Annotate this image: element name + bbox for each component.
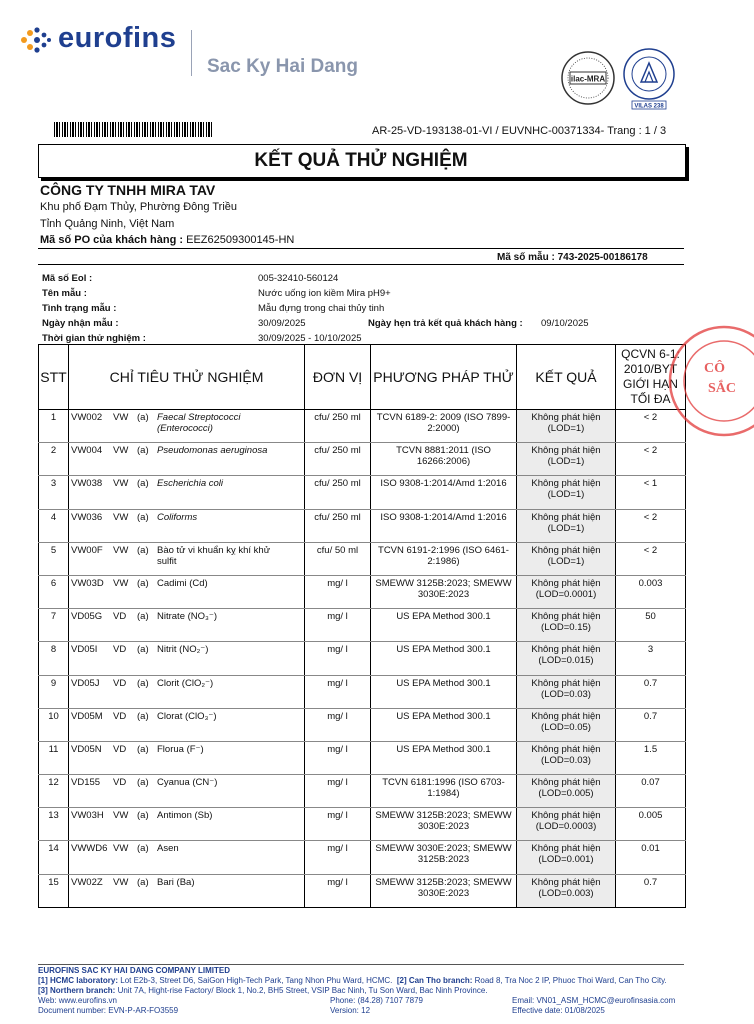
test-unit-code: VW — [113, 544, 129, 556]
cell-stt: 12 — [39, 775, 69, 808]
results-table — [38, 344, 686, 908]
footer-hcmc: Lot E2b-3, Street D6, SaiGon High-Tech Park, Tang Nhon Phu Ward, HCMC. — [120, 976, 393, 985]
cell-unit: cfu/ 250 ml — [305, 509, 371, 542]
col-header-method: PHƯƠNG PHÁP THỬ — [371, 345, 517, 410]
po-value: EEZ62509300145-HN — [186, 234, 295, 246]
footer-email[interactable]: Email: VN01_ASM_HCMC@eurofinsasia.com — [512, 996, 676, 1005]
company-stamp-icon — [664, 322, 754, 440]
cell-unit: mg/ l — [305, 874, 371, 907]
cell-method: SMEWW 3125B:2023; SMEWW 3030E:2023 — [371, 575, 517, 608]
result-text: Không phát hiện — [531, 478, 601, 490]
cell-stt: 3 — [39, 476, 69, 509]
eol-value: 005-32410-560124 — [258, 273, 339, 284]
result-lod: (LOD=0.03) — [541, 688, 591, 700]
table-header-row — [39, 345, 686, 410]
cell-stt: 14 — [39, 841, 69, 874]
cell-result — [517, 642, 616, 675]
test-code: VW03D — [71, 577, 104, 589]
result-lod: (LOD=0.03) — [541, 754, 591, 766]
due-date-label: Ngày hẹn trả kết quả khách hàng : — [368, 318, 523, 329]
result-text: Không phát hiện — [531, 412, 601, 423]
test-name: Faecal Streptococci (Enterococci) — [157, 412, 241, 434]
cell-limit: 1.5 — [616, 741, 686, 774]
cell-test — [69, 741, 305, 774]
cell-unit: mg/ l — [305, 841, 371, 874]
cell-method: US EPA Method 300.1 — [371, 675, 517, 708]
col-header-unit: ĐƠN VỊ — [305, 345, 371, 410]
test-code: VW03H — [71, 810, 104, 822]
po-label: Mã số PO của khách hàng : — [40, 234, 184, 246]
result-lod: (LOD=0.05) — [541, 721, 591, 733]
test-code: VD05N — [71, 743, 102, 755]
test-unit-code: VW — [113, 810, 129, 822]
cell-stt: 5 — [39, 542, 69, 575]
footer-address-2 — [38, 986, 488, 995]
eurofins-logo-icon — [18, 26, 52, 54]
table-row — [39, 575, 686, 608]
cell-limit: < 2 — [616, 509, 686, 542]
cell-unit: mg/ l — [305, 741, 371, 774]
result-text: Không phát hiện — [531, 677, 601, 689]
test-unit-code: VD — [113, 777, 127, 789]
result-text: Không phát hiện — [531, 644, 601, 656]
sample-number: Mã số mẫu : 743-2025-00186178 — [497, 252, 648, 263]
table-row — [39, 741, 686, 774]
cell-result — [517, 841, 616, 874]
footer-docno: Document number: EVN-P-AR-FO3559 — [38, 1006, 179, 1015]
test-code: VW002 — [71, 412, 103, 423]
cell-result — [517, 609, 616, 642]
cell-limit: 50 — [616, 609, 686, 642]
cell-method: TCVN 8881:2011 (ISO 16266:2006) — [371, 443, 517, 476]
cell-stt: 6 — [39, 575, 69, 608]
result-lod: (LOD=0.0001) — [535, 588, 597, 600]
sample-state-value: Mẫu đựng trong chai thủy tinh — [258, 303, 385, 314]
table-row — [39, 841, 686, 874]
col-header-limit: QCVN 6-1: 2010/BYT GIỚI HẠN TỐI ĐA — [616, 345, 686, 410]
test-accred: (a) — [137, 810, 149, 822]
result-text: Không phát hiện — [531, 743, 601, 755]
cell-test — [69, 675, 305, 708]
due-date-value: 09/10/2025 — [541, 318, 589, 329]
cell-method: TCVN 6191-2:1996 (ISO 6461-2:1986) — [371, 542, 517, 575]
report-reference: AR-25-VD-193138-01-VI / EUVNHC-00371334- Trang : 1 / 3 — [372, 125, 667, 137]
test-name: Coliforms — [157, 511, 198, 523]
test-code: VW004 — [71, 445, 103, 457]
footer-phone: Phone: (84.28) 7107 7879 — [330, 996, 423, 1005]
logo-text: eurofins — [58, 22, 177, 54]
footer-hcmc-label: [1] HCMC laboratory: — [38, 976, 119, 985]
test-unit-code: VW — [113, 478, 129, 490]
test-name: Bào tử vi khuẩn kỵ khí khử sulfit — [157, 544, 271, 567]
sample-name-value: Nước uống ion kiềm Mira pH9+ — [258, 288, 391, 299]
cell-test — [69, 708, 305, 741]
logo-divider — [191, 30, 192, 76]
cell-result — [517, 410, 616, 443]
cell-method: TCVN 6189-2: 2009 (ISO 7899-2:2000) — [371, 410, 517, 443]
test-code: VWWD6 — [71, 843, 108, 855]
result-text: Không phát hiện — [531, 544, 601, 556]
result-lod: (LOD=0.15) — [541, 622, 591, 634]
footer-version: Version: 12 — [330, 1006, 371, 1015]
test-name: Clorit (ClO₂⁻) — [157, 677, 214, 689]
result-lod: (LOD=0.015) — [538, 655, 594, 667]
table-row — [39, 874, 686, 907]
cell-test — [69, 575, 305, 608]
cell-unit: cfu/ 250 ml — [305, 476, 371, 509]
test-code: VD05J — [71, 677, 100, 689]
test-time-label: Thời gian thử nghiệm : — [42, 333, 146, 344]
footer-divider — [38, 964, 684, 965]
test-accred: (a) — [137, 777, 149, 789]
table-row — [39, 808, 686, 841]
test-accred: (a) — [137, 478, 149, 490]
cell-stt: 1 — [39, 410, 69, 443]
cell-stt: 2 — [39, 443, 69, 476]
cell-test — [69, 609, 305, 642]
result-text: Không phát hiện — [531, 577, 601, 589]
result-lod: (LOD=1) — [547, 489, 585, 501]
footer-northern-label: [3] Northern branch: — [38, 986, 116, 995]
test-unit-code: VD — [113, 611, 127, 623]
cell-method: SMEWW 3125B:2023; SMEWW 3030E:2023 — [371, 874, 517, 907]
divider — [38, 248, 684, 249]
svg-text:VILAS 238: VILAS 238 — [634, 103, 664, 110]
cell-test — [69, 509, 305, 542]
cell-result — [517, 509, 616, 542]
test-accred: (a) — [137, 445, 149, 457]
cell-unit: cfu/ 50 ml — [305, 542, 371, 575]
test-code: VD05I — [71, 644, 98, 656]
test-accred: (a) — [137, 843, 149, 855]
result-text: Không phát hiện — [531, 710, 601, 722]
table-row — [39, 476, 686, 509]
cell-limit: 0.005 — [616, 808, 686, 841]
test-accred: (a) — [137, 544, 149, 556]
cell-method: US EPA Method 300.1 — [371, 642, 517, 675]
page-title: KẾT QUẢ THỬ NGHIỆM — [254, 150, 468, 171]
test-unit-code: VW — [113, 511, 129, 523]
test-unit-code: VD — [113, 677, 127, 689]
cell-unit: mg/ l — [305, 575, 371, 608]
result-text: Không phát hiện — [531, 876, 601, 888]
cell-result — [517, 874, 616, 907]
result-text: Không phát hiện — [531, 777, 601, 789]
cell-method: SMEWW 3030E:2023; SMEWW 3125B:2023 — [371, 841, 517, 874]
test-name: Pseudomonas aeruginosa — [157, 445, 268, 457]
eol-label: Mã số Eol : — [42, 273, 93, 284]
result-lod: (LOD=1) — [547, 456, 585, 468]
test-name: Escherichia coli — [157, 478, 223, 490]
test-unit-code: VD — [113, 644, 127, 656]
footer-effective: Effective date: 01/08/2025 — [512, 1006, 605, 1015]
cell-test — [69, 642, 305, 675]
test-code: VW00F — [71, 544, 103, 556]
col-header-test: CHỈ TIÊU THỬ NGHIỆM — [69, 345, 305, 410]
test-unit-code: VW — [113, 445, 129, 457]
cell-unit: cfu/ 250 ml — [305, 443, 371, 476]
test-time-value: 30/09/2025 - 10/10/2025 — [258, 333, 362, 344]
result-text: Không phát hiện — [531, 611, 601, 623]
test-name: Antimon (Sb) — [157, 810, 213, 822]
cell-test — [69, 775, 305, 808]
cell-stt: 8 — [39, 642, 69, 675]
cell-limit: < 2 — [616, 443, 686, 476]
test-accred: (a) — [137, 412, 149, 423]
customer-address-1: Khu phố Đạm Thủy, Phường Đông Triều — [40, 201, 238, 213]
col-header-stt: STT — [39, 345, 69, 410]
cell-stt: 4 — [39, 509, 69, 542]
cell-unit: mg/ l — [305, 642, 371, 675]
cell-test — [69, 476, 305, 509]
cell-stt: 11 — [39, 741, 69, 774]
cell-test — [69, 808, 305, 841]
result-text: Không phát hiện — [531, 843, 601, 855]
table-row — [39, 708, 686, 741]
receive-date-label: Ngày nhận mẫu : — [42, 318, 119, 329]
cell-result — [517, 675, 616, 708]
test-accred: (a) — [137, 511, 149, 523]
test-accred: (a) — [137, 710, 149, 722]
table-row — [39, 775, 686, 808]
test-code: VW02Z — [71, 876, 103, 888]
cell-unit: mg/ l — [305, 708, 371, 741]
cell-limit: 3 — [616, 642, 686, 675]
test-unit-code: VW — [113, 876, 129, 888]
cell-stt: 13 — [39, 808, 69, 841]
cell-method: ISO 9308-1:2014/Amd 1:2016 — [371, 509, 517, 542]
cell-result — [517, 775, 616, 808]
cell-test — [69, 410, 305, 443]
test-code: VW036 — [71, 511, 103, 523]
result-lod: (LOD=1) — [547, 555, 585, 567]
test-accred: (a) — [137, 677, 149, 689]
test-unit-code: VW — [113, 412, 129, 423]
customer-company: CÔNG TY TNHH MIRA TAV — [40, 182, 216, 198]
cell-limit: 0.01 — [616, 841, 686, 874]
test-code: VW038 — [71, 478, 103, 490]
cell-test — [69, 542, 305, 575]
col-header-result: KẾT QUẢ — [517, 345, 616, 410]
logo-subtitle: Sac Ky Hai Dang — [207, 56, 358, 77]
cell-result — [517, 476, 616, 509]
footer-northern: Unit 7A, Hight-rise Factory/ Block 1, No.2, BH5 Street, VSIP Bac Ninh, Tu Son Ward, Bac Ninh Province. — [117, 986, 488, 995]
customer-po — [40, 234, 294, 246]
customer-address-2: Tỉnh Quảng Ninh, Việt Nam — [40, 218, 175, 230]
cell-method: US EPA Method 300.1 — [371, 609, 517, 642]
cell-unit: mg/ l — [305, 808, 371, 841]
test-unit-code: VD — [113, 743, 127, 755]
result-text: Không phát hiện — [531, 511, 601, 523]
cell-unit: mg/ l — [305, 675, 371, 708]
test-name: Cadimi (Cd) — [157, 577, 208, 589]
cell-test — [69, 874, 305, 907]
result-text: Không phát hiện — [531, 445, 601, 457]
test-unit-code: VD — [113, 710, 127, 722]
result-lod: (LOD=0.003) — [538, 887, 594, 899]
cell-method: US EPA Method 300.1 — [371, 708, 517, 741]
cell-method: US EPA Method 300.1 — [371, 741, 517, 774]
test-code: VD05M — [71, 710, 103, 722]
cell-stt: 15 — [39, 874, 69, 907]
test-name: Nitrate (NO₃⁻) — [157, 611, 218, 623]
table-row — [39, 410, 686, 443]
cell-test — [69, 443, 305, 476]
cell-stt: 9 — [39, 675, 69, 708]
test-name: Asen — [157, 843, 179, 855]
test-accred: (a) — [137, 644, 149, 656]
test-name: Cyanua (CN⁻) — [157, 777, 218, 789]
footer-address-1 — [38, 976, 667, 985]
test-unit-code: VW — [113, 843, 129, 855]
test-name: Florua (F⁻) — [157, 743, 204, 755]
cell-unit: mg/ l — [305, 609, 371, 642]
result-lod: (LOD=0.005) — [538, 788, 594, 800]
divider — [38, 264, 684, 265]
table-row — [39, 542, 686, 575]
cell-result — [517, 741, 616, 774]
footer-company: EUROFINS SAC KY HAI DANG COMPANY LIMITED — [38, 966, 231, 975]
cell-method: SMEWW 3125B:2023; SMEWW 3030E:2023 — [371, 808, 517, 841]
cell-stt: 10 — [39, 708, 69, 741]
footer-web[interactable]: Web: www.eurofins.vn — [38, 996, 117, 1005]
receive-date-value: 30/09/2025 — [258, 318, 306, 329]
accreditation-seal-icon — [621, 48, 677, 110]
svg-text:SẮC: SẮC — [708, 381, 737, 396]
table-row — [39, 443, 686, 476]
cell-limit: 0.7 — [616, 708, 686, 741]
test-name: Bari (Ba) — [157, 876, 195, 888]
result-text: Không phát hiện — [531, 810, 601, 822]
sample-name-label: Tên mẫu : — [42, 288, 87, 299]
cell-unit: cfu/ 250 ml — [305, 410, 371, 443]
cell-stt: 7 — [39, 609, 69, 642]
cell-result — [517, 443, 616, 476]
cell-limit: < 2 — [616, 542, 686, 575]
table-row — [39, 509, 686, 542]
table-row — [39, 642, 686, 675]
cell-method: TCVN 6181:1996 (ISO 6703-1:1984) — [371, 775, 517, 808]
cell-limit: 0.07 — [616, 775, 686, 808]
table-row — [39, 609, 686, 642]
test-code: VD05G — [71, 611, 103, 623]
cell-limit: < 1 — [616, 476, 686, 509]
test-name: Clorat (ClO₃⁻) — [157, 710, 217, 722]
result-lod: (LOD=0.001) — [538, 854, 594, 866]
test-accred: (a) — [137, 743, 149, 755]
test-accred: (a) — [137, 876, 149, 888]
cell-limit: 0.7 — [616, 874, 686, 907]
svg-text:CÔ: CÔ — [704, 361, 725, 376]
cell-unit: mg/ l — [305, 775, 371, 808]
test-code: VD155 — [71, 777, 101, 789]
result-lod: (LOD=1) — [547, 423, 585, 434]
svg-text:ilac-MRA: ilac-MRA — [570, 74, 606, 84]
result-lod: (LOD=0.0003) — [535, 821, 597, 833]
table-row — [39, 675, 686, 708]
cell-result — [517, 708, 616, 741]
sample-state-label: Tình trạng mẫu : — [42, 303, 117, 314]
footer-cantho: Road 8, Tra Noc 2 IP, Phuoc Thoi Ward, Can Tho City. — [474, 976, 667, 985]
cell-result — [517, 575, 616, 608]
cell-limit: 0.7 — [616, 675, 686, 708]
test-accred: (a) — [137, 577, 149, 589]
ilac-mra-seal-icon — [560, 50, 616, 106]
cell-limit: 0.003 — [616, 575, 686, 608]
cell-test — [69, 841, 305, 874]
footer-cantho-label: [2] Can Tho branch: — [396, 976, 473, 985]
barcode — [54, 122, 212, 137]
cell-method: ISO 9308-1:2014/Amd 1:2016 — [371, 476, 517, 509]
cell-limit: < 2 — [616, 410, 686, 443]
cell-result — [517, 542, 616, 575]
test-unit-code: VW — [113, 577, 129, 589]
cell-result — [517, 808, 616, 841]
test-name: Nitrit (NO₂⁻) — [157, 644, 209, 656]
test-accred: (a) — [137, 611, 149, 623]
result-lod: (LOD=1) — [547, 522, 585, 534]
